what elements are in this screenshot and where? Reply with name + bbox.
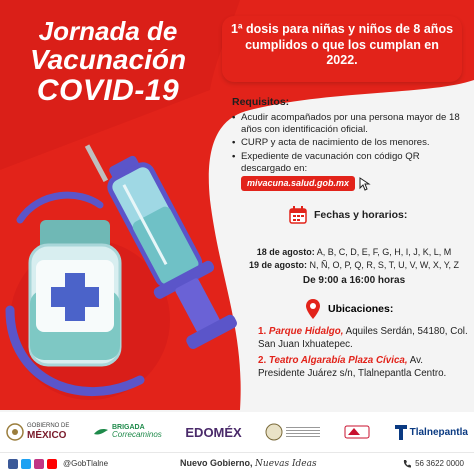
locations-title: Ubicaciones: <box>328 303 394 315</box>
social-footer <box>0 452 474 474</box>
schedule-hours: De 9:00 a 16:00 horas <box>302 275 406 287</box>
requirement-text: Acudir acompañados por una persona mayor de 18 años con identificación oficial. <box>241 111 460 135</box>
date-2-letters: N, Ñ, O, P, Q, R, S, T, U, V, W, X, Y, Z <box>309 260 460 271</box>
vaccine-link-row <box>241 176 468 191</box>
locations-header <box>304 298 393 320</box>
location-address: Av. Presidente Juárez s/n, Tlalnepantla Centro. <box>258 355 447 379</box>
title-line-1: Jornada de <box>38 16 178 46</box>
location-number: 1. <box>258 326 267 337</box>
dose-headline: 1ª dosis para niñas y niños de 8 años cumplidos o que los cumplan en 2022. <box>222 16 462 82</box>
social-handle: @GobTlalne <box>63 459 109 468</box>
requirements-title: Requisitos: <box>232 96 290 108</box>
requirement-text: Expediente de vacunación con código QR descargado en: <box>241 150 420 174</box>
location-pin-icon <box>304 298 322 320</box>
bird-icon <box>93 425 109 439</box>
date-2-label: 19 de agosto: <box>248 260 307 271</box>
location-item <box>258 326 470 351</box>
phone-icon <box>402 459 412 469</box>
t-logo-icon <box>394 423 408 441</box>
instagram-icon[interactable] <box>34 459 44 469</box>
bullet: • <box>232 111 236 123</box>
brigada-label: BRIGADA <box>111 423 145 431</box>
sponsor-logos <box>0 412 474 452</box>
location-item <box>258 355 470 380</box>
dif-logo <box>344 423 370 441</box>
bullet: • <box>232 137 236 149</box>
vaccine-link[interactable]: mivacuna.salud.gob.mx <box>241 176 355 191</box>
date-1-letters: A, B, C, D, E, F, G, H, I, J, K, L, M <box>316 247 452 257</box>
date-row-1 <box>236 246 472 259</box>
footer-phone <box>402 459 464 469</box>
twitter-icon[interactable] <box>21 459 31 469</box>
tlalnepantla-logo <box>394 423 468 441</box>
footer-slogan <box>180 458 317 469</box>
location-address: Aquiles Serdán, 54180, Col. San Juan Ixhuatepec. <box>258 326 468 350</box>
gob-big-label: MÉXICO <box>27 429 67 441</box>
coat-of-arms-icon <box>6 423 24 441</box>
location-number: 2. <box>258 355 267 367</box>
seal-icon <box>265 423 283 441</box>
dif-icon <box>344 423 370 441</box>
title-line-2: Vacunación <box>29 44 187 76</box>
pointer-cursor-icon <box>358 177 372 191</box>
edomex-label: EDOMÉX <box>185 424 242 440</box>
tlalne-label: Tlalnepantla <box>409 426 468 438</box>
gob-label: GOBIERNO DE <box>27 423 70 430</box>
schedule-dates <box>236 246 472 289</box>
phone-number: 56 3622 0000 <box>415 459 464 468</box>
title-line-3: COVID-19 <box>36 73 180 107</box>
requirements-section <box>232 96 468 225</box>
youtube-icon[interactable] <box>47 459 57 469</box>
facebook-icon[interactable] <box>8 459 18 469</box>
requirement-text: CURP y acta de nacimiento de los menores. <box>241 137 430 149</box>
bullet: • <box>232 150 236 162</box>
brigada-logo <box>93 424 162 440</box>
gobierno-mexico-logo <box>6 423 69 441</box>
vaccine-illustration <box>0 110 260 410</box>
requirement-item <box>232 112 468 135</box>
schedule-header <box>288 205 468 225</box>
slogan-italic: Nuevas Ideas <box>255 459 317 469</box>
location-place: Parque Hidalgo, <box>268 326 344 337</box>
vial-icon <box>30 220 120 365</box>
requirement-item <box>232 151 468 174</box>
location-place: Teatro Algarabía Plaza Cívica, <box>268 355 408 367</box>
poster-title <box>8 18 208 106</box>
brigada-sub-label: Correcaminos <box>111 430 162 440</box>
locations-list <box>258 326 470 384</box>
municipal-seal-logo <box>265 423 320 441</box>
edomex-logo <box>185 425 241 440</box>
schedule-title: Fechas y horarios: <box>314 208 408 221</box>
date-row-2 <box>236 259 472 272</box>
calendar-icon <box>288 205 308 225</box>
date-1-label: 18 de agosto: <box>256 247 315 257</box>
slogan-text: Nuevo Gobierno, <box>180 458 253 468</box>
requirement-item <box>232 137 468 149</box>
